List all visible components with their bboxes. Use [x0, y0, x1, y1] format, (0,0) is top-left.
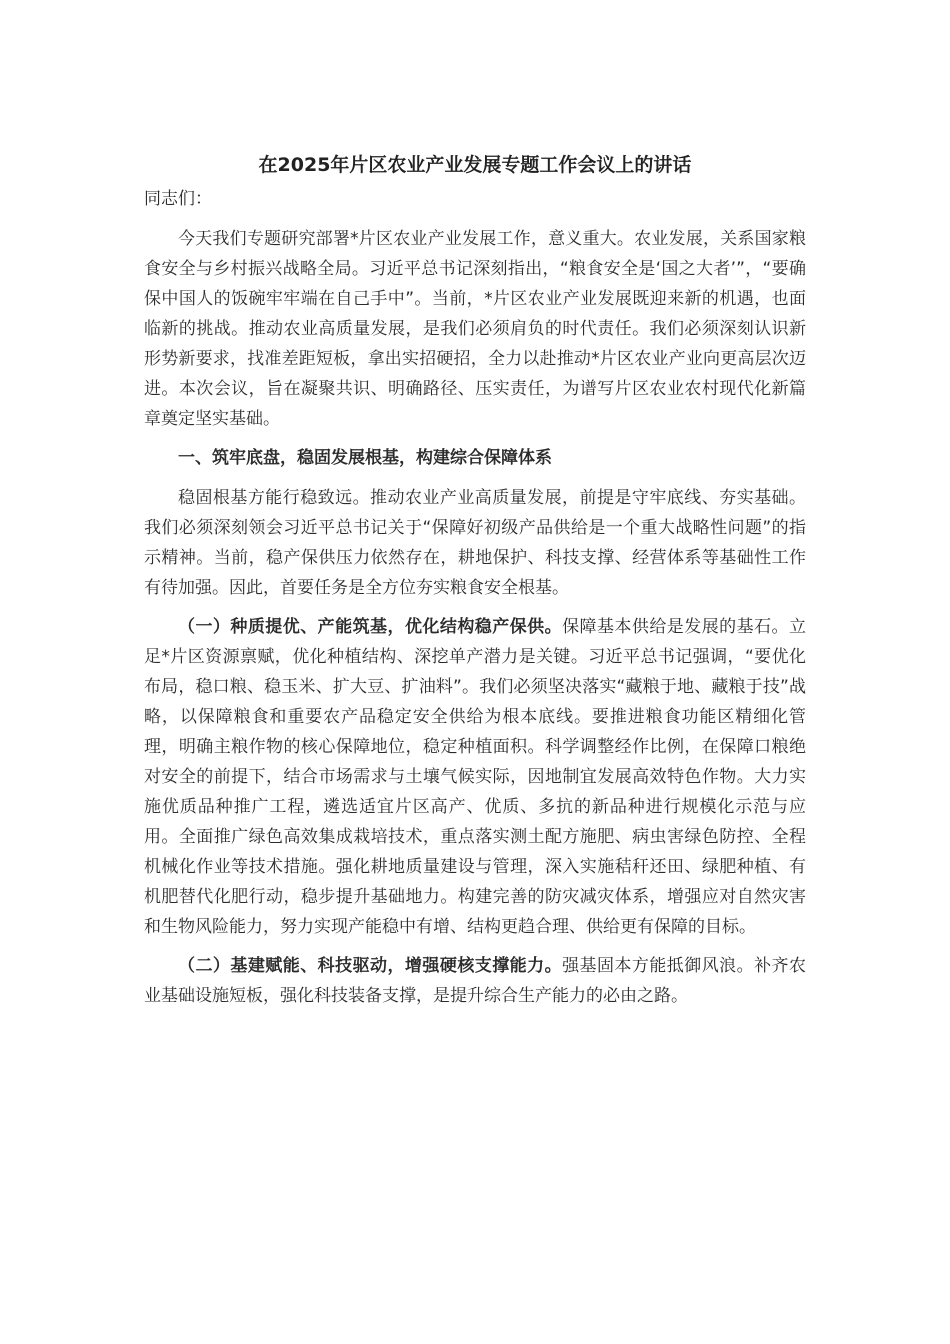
section-1-paragraph: 稳固根基方能行稳致远。推动农业产业高质量发展，前提是守牢底线、夯实基础。我们必须深刻领会习近平总书记关于“保障好初级产品供给是一个重大战略性问题”的指示精神。当前，稳产保供压力依然存在，耕地保护、科技支撑、经营体系等基础性工作有待加强。因此，首要任务是全方位夯实粮食安全根基。	[144, 488, 806, 598]
document-page	[144, 150, 806, 1020]
intro-paragraph: 今天我们专题研究部署*片区农业产业发展工作，意义重大。农业发展，关系国家粮食安全与乡村振兴战略全局。习近平总书记深刻指出，“粮食安全是‘国之大者’”，“要确保中国人的饭碗牢牢端在自己手中”。当前，*片区农业产业发展既迎来新的机遇，也面临新的挑战。推动农业高质量发展，是我们必须肩负的时代责任。我们必须深刻认识新形势新要求，找准差距短板，拿出实招硬招，全力以赴推动*片区农业产业向更高层次迈进。本次会议，旨在凝聚共识、明确路径、压实责任，为谱写片区农业农村现代化新篇章奠定坚实基础。	[144, 229, 806, 429]
section-1-heading: 一、筑牢底盘，稳固发展根基，构建综合保障体系	[178, 448, 552, 468]
document-title: 在2025年片区农业产业发展专题工作会议上的讲话	[258, 154, 692, 176]
subsection-1-body: 保障基本供给是发展的基石。立足*片区资源禀赋，优化种植结构、深挖单产潜力是关键。习近平总书记强调，“要优化布局，稳口粮、稳玉米、扩大豆、扩油料”。我们必须坚决落实“藏粮于地、藏粮于技”战略，以保障粮食和重要农产品稳定安全供给为根本底线。要推进粮食功能区精细化管理，明确主粮作物的核心保障地位，稳定种植面积。科学调整经作比例，在保障口粮绝对安全的前提下，结合市场需求与土壤气候实际，因地制宜发展高效特色作物。大力实施优质品种推广工程，遴选适宜片区高产、优质、多抗的新品种进行规模化示范与应用。全面推广绿色高效集成栽培技术，重点落实测土配方施肥、病虫害绿色防控、全程机械化作业等技术措施。强化耕地质量建设与管理，深入实施秸秆还田、绿肥种植、有机肥替代化肥行动，稳步提升基础地力。构建完善的防灾减灾体系，增强应对自然灾害和生物风险能力，努力实现产能稳中有增、结构更趋合理、供给更有保障的目标。	[144, 617, 807, 937]
salutation: 同志们：	[144, 189, 212, 209]
subsection-1-lead: （一）种质提优、产能筑基，优化结构稳产保供。	[178, 617, 563, 637]
subsection-1-paragraph	[144, 612, 806, 942]
subsection-2-body: 强基固本方能抵御风浪。补齐农业基础设施短板，强化科技装备支撑，是提升综合生产能力的必由之路。	[144, 956, 807, 1006]
subsection-2-lead: （二）基建赋能、科技驱动，增强硬核支撑能力。	[178, 956, 563, 976]
subsection-2-paragraph	[144, 951, 806, 1011]
